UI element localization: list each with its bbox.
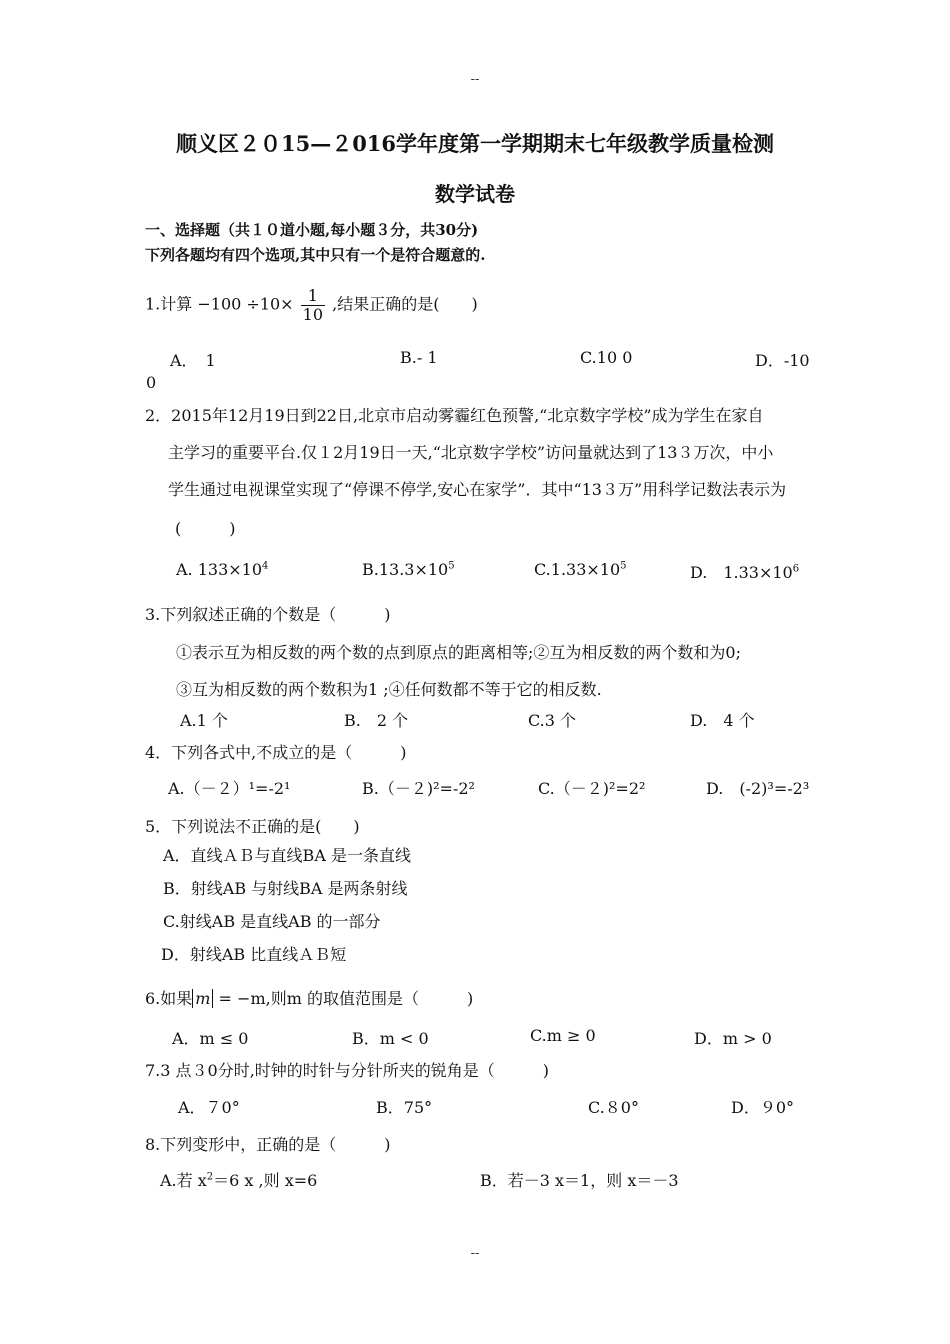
q2-option-c-exponent: 5: [620, 560, 627, 572]
q2-line-1: 2．2015年12月19日到22日,北京市启动雾霾红色预警,“北京数字学校”成为学生在家自: [145, 406, 764, 425]
q6-option-b: B．m < 0: [352, 1029, 429, 1048]
q5-option-a: A．直线ＡＢ与直线BA 是一条直线: [163, 846, 411, 865]
q4-stem: 4．下列各式中,不成立的是（ ): [145, 743, 407, 762]
q3-option-b: B. 2 个: [344, 711, 409, 730]
q7-option-a: A．７0°: [178, 1098, 240, 1117]
q2-option-d: [690, 560, 799, 583]
q2-option-b: [362, 560, 455, 579]
q2-option-a-text: A. 133×10: [176, 560, 263, 579]
q5-option-c: C.射线AB 是直线AB 的一部分: [163, 912, 381, 931]
q6-suffix: ,则m 的取值范围是（ ): [265, 989, 474, 1008]
q8-stem: 8.下列变形中，正确的是（ ): [145, 1135, 391, 1154]
q1-option-b: B.- 1: [400, 348, 438, 367]
q5-option-b: B．射线AB 与射线BA 是两条射线: [163, 879, 408, 898]
q1-fraction-denominator: 10: [302, 304, 324, 324]
q5-option-d: D．射线AB 比直线ＡＢ短: [161, 945, 347, 964]
q4-option-d: D. (-2)³=-2³: [706, 779, 810, 798]
q4-option-b: B.（－２)²=-2²: [362, 779, 475, 798]
q1-expression: −100 ÷10×: [197, 294, 294, 314]
q3-statement-1: ①表示互为相反数的两个数的点到原点的距离相等;②互为相反数的两个数和为0;: [176, 643, 741, 662]
q2-option-c: [534, 560, 627, 579]
q7-stem: 7.3 点３0分时,时钟的时针与分针所夹的锐角是（ ): [145, 1061, 550, 1080]
q6-option-c: C.m ≥ 0: [530, 1026, 596, 1045]
q8-option-a: [160, 1168, 317, 1191]
q1-option-a: A． 1: [170, 351, 216, 370]
q1-fraction-numerator: 1: [301, 287, 325, 306]
q6-option-d: D．m > 0: [694, 1029, 772, 1048]
q6-stem: [145, 986, 473, 1009]
q4-option-c: C.（－２)²=2²: [538, 779, 646, 798]
q7-option-b: B．75°: [376, 1098, 433, 1117]
section-instruction: 下列各题均有四个选项,其中只有一个是符合题意的.: [145, 246, 486, 264]
q3-option-a: A.1 个: [180, 711, 228, 730]
question-1-stem: [145, 287, 478, 323]
q3-option-c: C.3 个: [528, 711, 577, 730]
q2-option-a: [176, 560, 268, 579]
q1-option-d: D．-10: [755, 351, 810, 370]
q5-stem: 5．下列说法不正确的是( ): [145, 817, 360, 836]
q2-option-b-exponent: 5: [448, 560, 455, 572]
q1-option-d-wrap: 0: [146, 373, 157, 392]
q6-absolute-value: m: [192, 989, 213, 1008]
q3-statement-2: ③互为相反数的两个数积为1 ;④任何数都不等于它的相反数.: [176, 680, 602, 699]
q2-line-3: 学生通过电视课堂实现了“停课不停学,安心在家学”．其中“13３万”用科学记数法表示为: [168, 480, 787, 499]
q2-line-2: 主学习的重要平台.仅１2月19日一天,“北京数字学校”访问量就达到了13３万次，中小: [168, 443, 774, 462]
page-title: 顺义区２０15—２016学年度第一学期期末七年级教学质量检测: [175, 131, 775, 156]
q8-option-a-exponent: 2: [206, 1171, 214, 1183]
q2-option-c-text: C.1.33×10: [534, 560, 621, 579]
footer-mark: --: [470, 1246, 480, 1261]
header-mark: --: [470, 72, 480, 87]
q8-option-a-prefix: A.若 x: [160, 1171, 207, 1190]
q2-option-d-exponent: 6: [792, 563, 800, 575]
q2-option-a-exponent: 4: [262, 560, 269, 572]
q1-option-c: C.10 0: [580, 348, 633, 367]
q8-option-a-suffix: ＝6 x ,则 x=6: [213, 1171, 318, 1190]
q6-option-a: A．m ≤ 0: [172, 1029, 249, 1048]
q7-option-c: C.８0°: [588, 1098, 639, 1117]
q3-stem: 3.下列叙述正确的个数是（ ): [145, 605, 391, 624]
q6-equation: = −m: [218, 989, 266, 1008]
q7-option-d: D．９0°: [731, 1098, 795, 1117]
q8-option-b: B．若－3 x＝1，则 x＝－3: [480, 1171, 679, 1190]
q2-line-4: ( ): [175, 519, 236, 538]
q2-option-b-text: B.13.3×10: [362, 560, 449, 579]
q1-fraction: [301, 287, 325, 323]
section-heading: 一、选择题（共１０道小题,每小题３分，共30分): [145, 221, 479, 239]
q1-prefix: 1.计算: [145, 294, 193, 314]
q1-suffix: ,结果正确的是( ): [332, 294, 478, 314]
q6-prefix: 6.如果: [145, 989, 193, 1008]
q4-option-a: A.（－２）¹=-2¹: [168, 779, 291, 798]
page-subtitle: 数学试卷: [435, 182, 515, 206]
q3-option-d: D. 4 个: [690, 711, 755, 730]
q2-option-d-text: D. 1.33×10: [690, 563, 793, 582]
